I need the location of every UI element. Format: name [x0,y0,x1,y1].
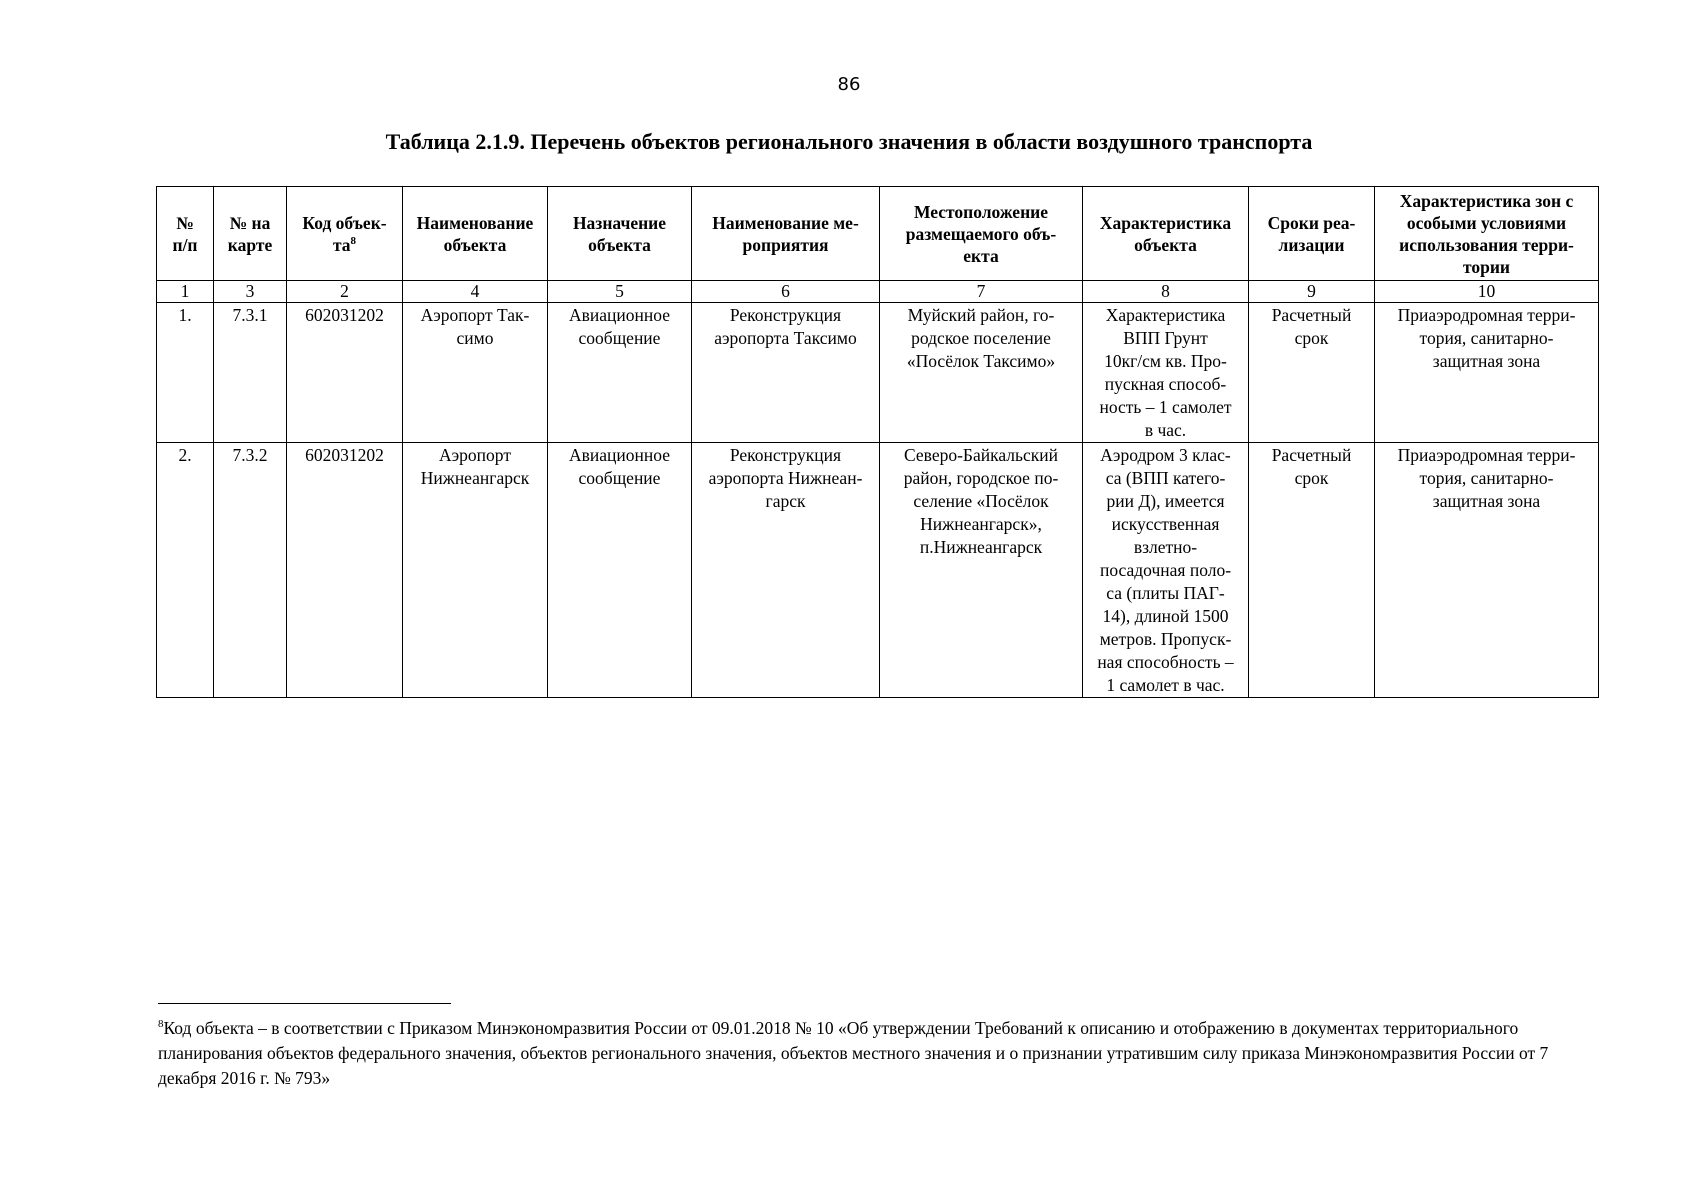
cell-activity: Реконструкция аэропорта Таксимо [692,303,880,443]
table-title: Таблица 2.1.9. Перечень объектов регионального значения в области воздушного транспорта [385,129,1313,154]
cell-code: 602031202 [287,303,403,443]
cell-term: Расчетный срок [1249,303,1375,443]
column-number-row [157,281,1599,303]
cell-name: Аэропорт Так- симо [403,303,548,443]
cell-num: 1. [157,303,214,443]
footnote-marker: 8 [158,1018,164,1031]
header-cell-term: Сроки реа- лизации [1249,187,1375,281]
footnote-divider [158,1003,451,1004]
cell-characteristic: Аэродром 3 клас- са (ВПП катего- рии Д), имеется искусственная взлетно- посадочная поло- са (плиты ПАГ- 14), длиной 1500 метров. Пропуск- ная способность – 1 самолет в час. [1083,443,1249,698]
column-number-cell: 6 [692,281,880,303]
cell-code: 602031202 [287,443,403,698]
footnote [158,1016,1588,1091]
column-number-cell: 10 [1375,281,1599,303]
cell-characteristic: Характеристика ВПП Грунт 10кг/см кв. Про- пускная способ- ность – 1 самолет в час. [1083,303,1249,443]
header-cell-activity: Наименование ме- роприятия [692,187,880,281]
header-cell-num: № п/п [157,187,214,281]
column-number-cell: 2 [287,281,403,303]
table-row [157,443,1599,698]
footnote-text: Код объекта – в соответствии с Приказом Минэкономразвития России от 09.01.2018 № 10 «Об утверждении Требований к описанию и отображению в документах территориального планирования объектов федерального значения, объектов регионального значения, объектов местного значения и о признании утратившим силу приказа Минэкономразвития России от 7 декабря 2016 г. № 793» [158,1018,1549,1088]
cell-activity: Реконструкция аэропорта Нижнеан- гарск [692,443,880,698]
header-footnote-ref: 8 [350,234,357,247]
cell-map-num: 7.3.1 [214,303,287,443]
cell-num: 2. [157,443,214,698]
column-number-cell: 7 [880,281,1083,303]
header-cell-zones: Характеристика зон с особыми условиями использования терри- тории [1375,187,1599,281]
column-number-cell: 8 [1083,281,1249,303]
cell-zones: Приаэродромная терри- тория, санитарно- защитная зона [1375,443,1599,698]
cell-name: Аэропорт Нижнеангарск [403,443,548,698]
header-cell-characteristic: Характеристика объекта [1083,187,1249,281]
table-row [157,303,1599,443]
cell-zones: Приаэродромная терри- тория, санитарно- защитная зона [1375,303,1599,443]
header-cell-map-num: № на карте [214,187,287,281]
column-number-cell: 5 [548,281,692,303]
objects-table [156,186,1599,698]
cell-location: Муйский район, го- родское поселение «Посёлок Таксимо» [880,303,1083,443]
header-cell-location: Местоположение размещаемого объ- екта [880,187,1083,281]
cell-purpose: Авиационное сообщение [548,443,692,698]
cell-map-num: 7.3.2 [214,443,287,698]
column-number-cell: 4 [403,281,548,303]
column-number-cell: 3 [214,281,287,303]
header-code-label: Код объек- та [302,212,387,255]
header-cell-purpose: Назначение объекта [548,187,692,281]
header-cell-code [287,187,403,281]
header-cell-name: Наименование объекта [403,187,548,281]
column-number-cell: 9 [1249,281,1375,303]
page-number: 86 [837,74,861,95]
cell-location: Северо-Байкальский район, городское по- селение «Посёлок Нижнеангарск», п.Нижнеангарск [880,443,1083,698]
column-number-cell: 1 [157,281,214,303]
cell-purpose: Авиационное сообщение [548,303,692,443]
cell-term: Расчетный срок [1249,443,1375,698]
table-header-row [157,187,1599,281]
